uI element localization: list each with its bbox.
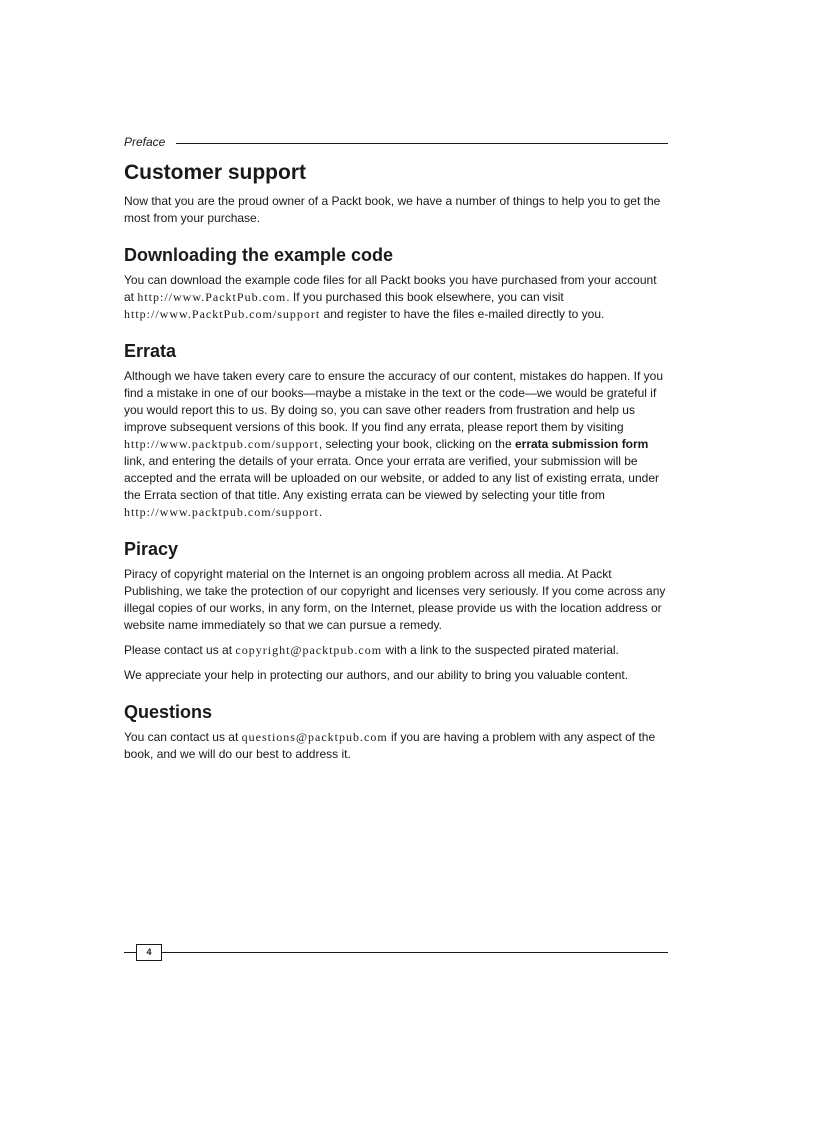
downloading-text-3: and register to have the files e-mailed directly to you. (320, 307, 605, 321)
running-header (124, 134, 668, 150)
piracy-paragraph-3: We appreciate your help in protecting our authors, and our ability to bring you valuable content. (124, 668, 629, 682)
downloading-paragraph (124, 272, 668, 323)
questions-text-a: You can contact us at (124, 730, 242, 744)
customer-support-heading: Customer support (124, 161, 307, 184)
errata-paragraph (124, 368, 668, 521)
errata-text-1: Although we have taken every care to ensure the accuracy of our content, mistakes do happen. If you find a mistake in one of our books—maybe a mistake in the text or the code—we would be grateful if you would report this to us. By doing so, you can save other readers from frustration and help us improve subsequent versions of this book. If you find any errata, please report them by visiting (124, 369, 663, 434)
piracy-heading: Piracy (124, 539, 179, 559)
piracy-paragraph-1: Piracy of copyright material on the Internet is an ongoing problem across all media. At Packt Publishing, we take the protection of our copyright and licenses very seriously. If you come across any illegal copies of our works, in any form, on the Internet, please provide us with the location address or website name immediately so that we can pursue a remedy. (124, 567, 666, 632)
downloading-text-1: You can download the example code files for all Packt books you have purchased from your account at (124, 273, 657, 304)
piracy-text-b: with a link to the suspected pirated material. (382, 643, 619, 657)
errata-support-link-2[interactable]: http://www.packtpub.com/support (124, 505, 319, 519)
questions-paragraph (124, 729, 668, 763)
header-rule (176, 143, 668, 144)
copyright-email[interactable]: copyright@packtpub.com (235, 643, 383, 657)
questions-heading: Questions (124, 702, 213, 722)
errata-text-2: , selecting your book, clicking on the (318, 437, 515, 451)
packtpub-link[interactable]: http://www.PacktPub.com (137, 290, 287, 304)
header-label: Preface (124, 135, 166, 149)
errata-support-link[interactable]: http://www.packtpub.com/support (124, 437, 319, 451)
piracy-text-a: Please contact us at (124, 643, 236, 657)
downloading-heading: Downloading the example code (124, 245, 394, 265)
page-number: 4 (136, 944, 162, 961)
customer-support-intro: Now that you are the proud owner of a Packt book, we have a number of things to help you to get the most from your purchase. (124, 194, 661, 225)
downloading-text-2: . If you purchased this book elsewhere, you can visit (286, 290, 564, 304)
errata-heading: Errata (124, 341, 177, 361)
piracy-paragraph-2 (124, 642, 668, 659)
questions-text-b: if you are having a problem with any aspect of the book, and we will do our best to address it. (124, 730, 656, 761)
footer-rule (124, 952, 668, 953)
errata-form-label: errata submission form (514, 437, 649, 451)
errata-text-4: . (318, 505, 323, 519)
questions-email[interactable]: questions@packtpub.com (241, 730, 388, 744)
errata-text-3: link, and entering the details of your errata. Once your errata are verified, your submission will be accepted and the errata will be uploaded on our website, or added to any list of existing errata, under the Errata section of that title. Any existing errata can be viewed by selecting your title from (124, 454, 660, 502)
page-footer (124, 944, 668, 961)
page-content (124, 160, 668, 771)
packtpub-support-link[interactable]: http://www.PacktPub.com/support (124, 307, 321, 321)
